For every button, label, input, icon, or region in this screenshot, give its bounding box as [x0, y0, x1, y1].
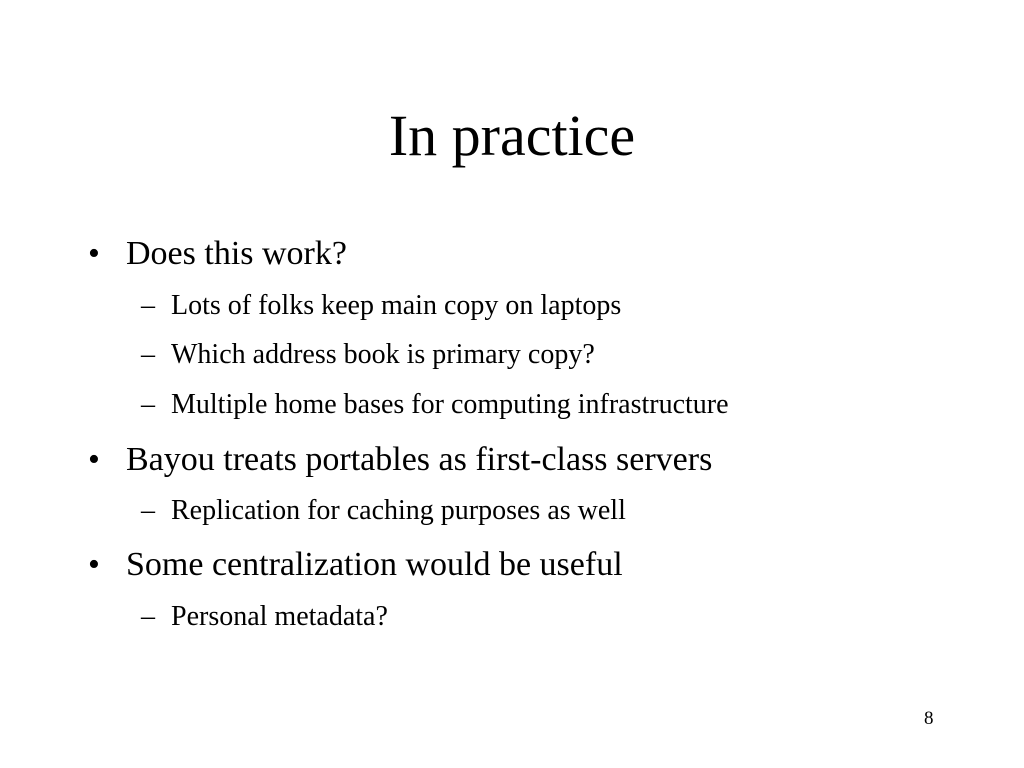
bullet-item: [88, 234, 347, 274]
sub-bullet-item: [141, 388, 729, 422]
slide-title: In practice: [388, 103, 636, 168]
bullet-text: Bayou treats portables as first-class servers: [126, 441, 713, 478]
bullet-marker: •: [88, 235, 100, 272]
sub-bullet-text: Which address book is primary copy?: [171, 339, 595, 370]
sub-bullet-item: [141, 494, 626, 528]
bullet-text: Does this work?: [126, 235, 347, 272]
sub-bullet-text: Lots of folks keep main copy on laptops: [171, 290, 622, 321]
page-number: 8: [924, 708, 934, 729]
sub-bullet-marker: –: [141, 601, 155, 632]
bullet-marker: •: [88, 441, 100, 478]
sub-bullet-item: [141, 600, 388, 634]
sub-bullet-text: Replication for caching purposes as well: [171, 495, 626, 526]
bullet-text: Some centralization would be useful: [126, 546, 623, 583]
sub-bullet-marker: –: [141, 290, 155, 321]
bullet-item: [88, 545, 623, 585]
sub-bullet-marker: –: [141, 389, 155, 420]
bullet-marker: •: [88, 546, 100, 583]
sub-bullet-text: Personal metadata?: [171, 601, 388, 632]
bullet-item: [88, 440, 713, 480]
sub-bullet-text: Multiple home bases for computing infrastructure: [171, 389, 729, 420]
sub-bullet-marker: –: [141, 495, 155, 526]
sub-bullet-item: [141, 289, 622, 323]
sub-bullet-marker: –: [141, 339, 155, 370]
sub-bullet-item: [141, 338, 595, 372]
